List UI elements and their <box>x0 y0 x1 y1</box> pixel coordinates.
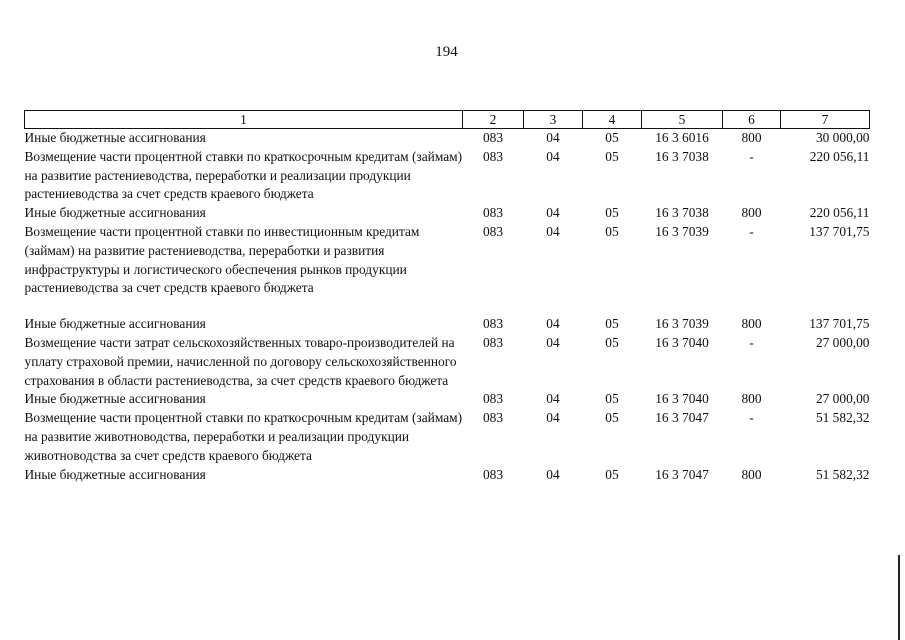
column-header-1: 1 <box>25 111 463 129</box>
row-subsection: 05 <box>605 205 619 221</box>
row-target-article: 16 3 7040 <box>655 391 709 407</box>
row-ministry-code: 083 <box>482 410 504 426</box>
scan-edge-line <box>898 555 900 640</box>
row-expense-type: - <box>749 410 754 426</box>
row-ministry-code: 083 <box>482 466 504 482</box>
row-expense-type: 800 <box>741 466 762 482</box>
row-subsection: 05 <box>605 316 619 332</box>
row-expense-type: 800 <box>741 205 762 221</box>
row-expense-type: 800 <box>741 316 762 332</box>
table-row <box>25 409 870 465</box>
row-target-article: 16 3 7040 <box>655 334 709 350</box>
column-header-2: 2 <box>463 111 524 129</box>
row-section: 04 <box>546 130 560 145</box>
row-target-article: 16 3 7038 <box>655 205 709 221</box>
row-name: Иные бюджетные ассигнования <box>24 391 206 407</box>
row-target-article: 16 3 7039 <box>655 316 709 332</box>
row-ministry-code: 083 <box>482 334 504 350</box>
row-subsection: 05 <box>605 466 619 482</box>
row-name: Иные бюджетные ассигнования <box>24 205 206 221</box>
row-section: 04 <box>546 148 560 164</box>
row-target-article: 16 3 6016 <box>655 130 709 145</box>
row-name: Возмещение части процентной ставки по краткосрочным кредитам (займам) на развитие растениеводства, переработки и реализации продукции растениеводства за счет средств краевого бюджета <box>24 148 463 202</box>
row-name: Возмещение части процентной ставки по краткосрочным кредитам (займам) на развитие животноводства, переработки и реализации продукции животноводства за счет средств краевого бюджета <box>24 410 463 463</box>
budget-table <box>24 110 870 484</box>
row-ministry-code: 083 <box>482 148 504 164</box>
row-section: 04 <box>546 223 560 239</box>
table-row <box>25 129 870 148</box>
row-subsection: 05 <box>605 410 619 426</box>
row-expense-type: - <box>749 223 754 239</box>
column-header-4: 4 <box>583 111 642 129</box>
row-target-article: 16 3 7038 <box>655 148 709 164</box>
row-subsection: 05 <box>605 334 619 350</box>
row-name: Возмещение части процентной ставки по инвестиционным кредитам (займам) на развитие растениеводства, переработки и развития инфраструктуры и логистического обеспечения рынков продукции растениеводства за счет средств краевого бюджета <box>24 223 420 296</box>
row-amount: 137 701,75 <box>809 223 870 239</box>
row-subsection: 05 <box>605 148 619 164</box>
row-subsection: 05 <box>605 223 619 239</box>
row-amount: 27 000,00 <box>815 391 870 407</box>
row-amount: 137 701,75 <box>809 316 870 332</box>
row-ministry-code: 083 <box>482 223 504 239</box>
table-row <box>25 466 870 485</box>
row-amount: 51 582,32 <box>815 410 870 426</box>
row-expense-type: 800 <box>741 391 762 407</box>
row-name: Иные бюджетные ассигнования <box>24 466 206 482</box>
table-row <box>25 390 870 409</box>
table-header-row <box>25 111 870 129</box>
row-section: 04 <box>546 334 560 350</box>
column-header-3: 3 <box>524 111 583 129</box>
row-amount: 220 056,11 <box>809 205 870 221</box>
table-row <box>25 148 870 204</box>
row-section: 04 <box>546 391 560 407</box>
row-ministry-code: 083 <box>482 130 504 145</box>
table-row <box>25 334 870 390</box>
row-section: 04 <box>546 205 560 221</box>
row-target-article: 16 3 7039 <box>655 223 709 239</box>
column-header-6: 6 <box>723 111 781 129</box>
page-number: 194 <box>435 44 458 60</box>
row-name: Возмещение части затрат сельскохозяйственных товаро-производителей на уплату страховой премии, начисленной по договору сельскохозяйственного страхования в области растениеводства, за счет средств краевого бюджета <box>24 334 457 388</box>
row-section: 04 <box>546 316 560 332</box>
row-ministry-code: 083 <box>482 316 504 332</box>
row-target-article: 16 3 7047 <box>655 410 709 426</box>
row-amount: 51 582,32 <box>815 466 870 482</box>
table-row <box>25 223 870 315</box>
row-expense-type: 800 <box>741 130 762 145</box>
column-header-5: 5 <box>642 111 723 129</box>
row-name: Иные бюджетные ассигнования <box>24 130 206 145</box>
row-ministry-code: 083 <box>482 205 504 221</box>
row-target-article: 16 3 7047 <box>655 466 709 482</box>
row-amount: 220 056,11 <box>809 148 870 164</box>
row-expense-type: - <box>749 148 754 164</box>
column-header-7: 7 <box>781 111 870 129</box>
table-row <box>25 204 870 223</box>
row-expense-type: - <box>749 334 754 350</box>
table-row <box>25 315 870 334</box>
row-section: 04 <box>546 410 560 426</box>
row-name: Иные бюджетные ассигнования <box>24 316 206 332</box>
row-section: 04 <box>546 466 560 482</box>
row-ministry-code: 083 <box>482 391 504 407</box>
row-subsection: 05 <box>605 130 619 145</box>
row-amount: 27 000,00 <box>815 334 870 350</box>
row-subsection: 05 <box>605 391 619 407</box>
row-amount: 30 000,00 <box>815 130 870 145</box>
